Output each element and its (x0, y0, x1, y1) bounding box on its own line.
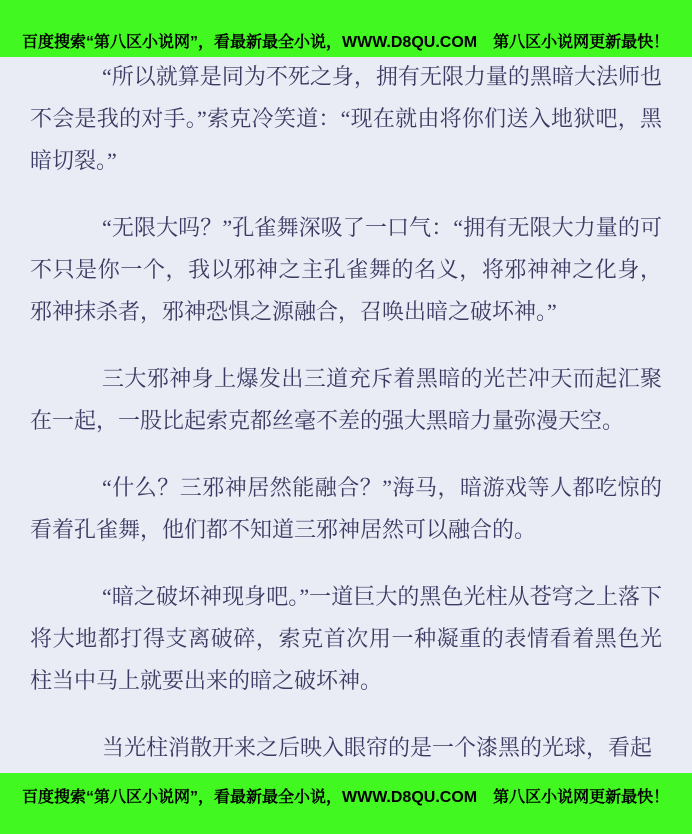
bottom-ad-banner-text: 百度搜索“第八区小说网”，看最新最全小说，WWW.D8QU.COM 第八区小说网更新最快！ (22, 789, 670, 806)
paragraph-6: 当光柱消散开来之后映入眼帘的是一个漆黑的光球，看起 (102, 735, 653, 760)
top-ad-banner[interactable] (0, 0, 692, 57)
paragraph-5: “暗之破坏神现身吧。”一道巨大的黑色光柱从苍穹之上落下将大地都打得支离破碎，索克首次用一种凝重的表情看着黑色光柱当中马上就要出来的暗之破坏神。 (30, 584, 662, 693)
paragraph-1: “所以就算是同为不死之身，拥有无限力量的黑暗大法师也不会是我的对手。”索克冷笑道：“现在就由将你们送入地狱吧，黑暗切裂。” (30, 64, 662, 173)
paragraph-3: 三大邪神身上爆发出三道充斥着黑暗的光芒冲天而起汇聚在一起，一股比起索克都丝毫不差的强大黑暗力量弥漫天空。 (30, 366, 662, 433)
paragraph-4: “什么？三邪神居然能融合？”海马，暗游戏等人都吃惊的看着孔雀舞，他们都不知道三邪神居然可以融合的。 (30, 475, 662, 542)
novel-content (0, 57, 692, 773)
top-ad-banner-text: 百度搜索“第八区小说网”，看最新最全小说，WWW.D8QU.COM 第八区小说网更新最快！ (22, 34, 670, 51)
bottom-ad-banner[interactable] (0, 773, 692, 834)
paragraph-2: “无限大吗？”孔雀舞深吸了一口气：“拥有无限大力量的可不只是你一个，我以邪神之主孔雀舞的名义，将邪神神之化身，邪神抹杀者，邪神恐惧之源融合，召唤出暗之破坏神。” (30, 215, 662, 324)
